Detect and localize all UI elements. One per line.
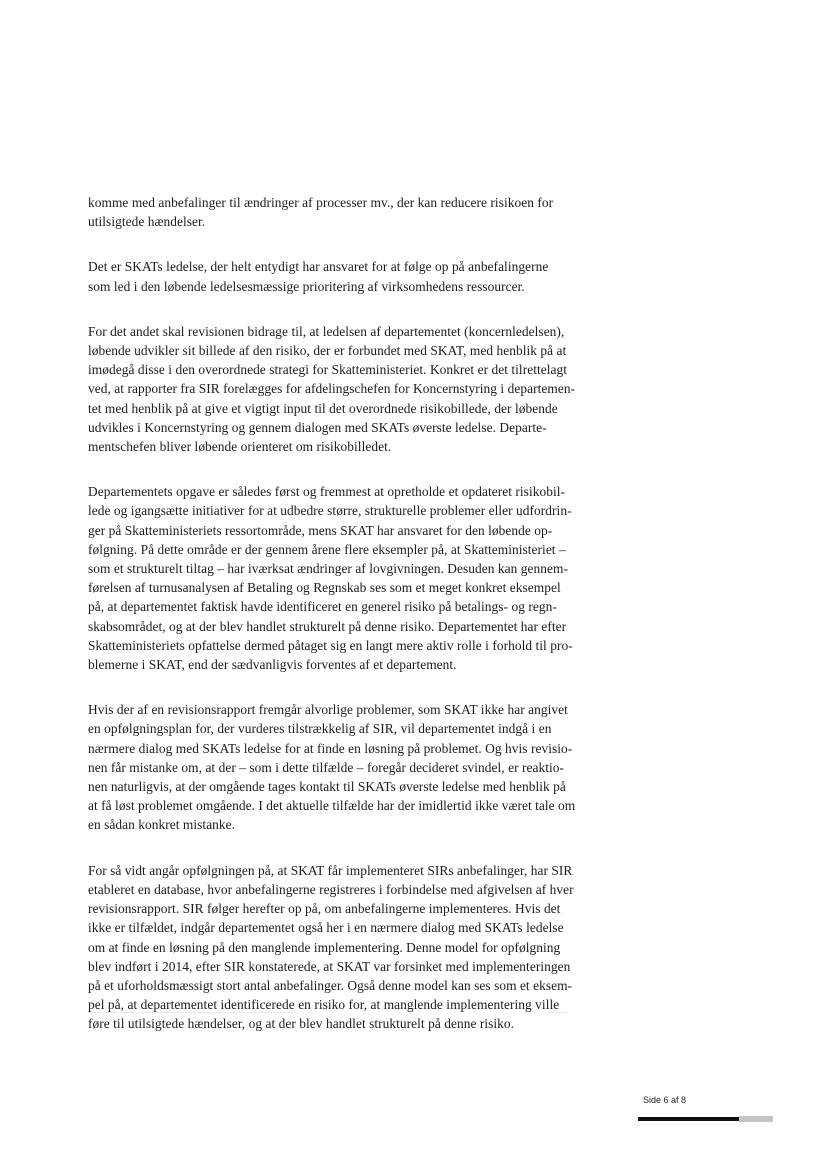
- text-line: ved, at rapporter fra SIR forelægges for afdelingschefen for Koncernstyring i departemen-: [88, 381, 576, 397]
- text-line: skabsområdet, og at der blev handlet strukturelt på denne risiko. Departementet har efter: [88, 618, 567, 634]
- text-line: en sådan konkret mistanke.: [88, 817, 236, 833]
- page-progress-filled: [638, 1117, 739, 1121]
- text-line: en opfølgningsplan for, der vurderes tilstrækkelig af SIR, vil departementet indgå i en: [88, 721, 552, 737]
- text-line: tet med henblik på at give et vigtigt input til det overordnede risikobillede, der løbende: [88, 400, 558, 416]
- text-line: etableret en database, hvor anbefalingerne registreres i forbindelse med afgivelsen af hver: [88, 881, 574, 897]
- text-line: at få løst problemet omgående. I det aktuelle tilfælde har der imidlertid ikke været tale om: [88, 798, 576, 814]
- scan-artifact-line: [548, 1012, 568, 1013]
- text-line: følgning. På dette område er der gennem årene flere eksempler på, at Skatteministeriet –: [88, 541, 566, 557]
- text-line: komme med anbefalinger til ændringer af processer mv., der kan reducere risikoen for: [88, 195, 554, 210]
- text-line: lede og igangsætte initiativer for at udbedre større, strukturelle problemer eller udfordrin-: [88, 503, 572, 519]
- text-line: nen får mistanke om, at der – som i dette tilfælde – foregår decideret svindel, er reaktio-: [88, 759, 565, 775]
- text-line: løbende udvikler sit billede af den risiko, der er forbundet med SKAT, med henblik på at: [88, 343, 567, 359]
- text-line: blev indført i 2014, efter SIR konstaterede, at SKAT var forsinket med implementeringen: [88, 958, 571, 974]
- paragraph: [88, 257, 608, 295]
- text-line: Det er SKATs ledelse, der helt entydigt har ansvaret for at følge op på anbefalingerne: [88, 259, 549, 275]
- text-line: Hvis der af en revisionsrapport fremgår alvorlige problemer, som SKAT ikke har angivet: [88, 702, 568, 718]
- text-line: imødegå disse i den overordnede strategi for Skatteministeriet. Konkret er det tilrettelagt: [88, 362, 568, 378]
- text-line: på et uforholdsmæssigt stort antal anbefalinger. Også denne model kan ses som et eksem-: [88, 977, 573, 993]
- text-line: pel på, at departementet identificerede en risiko for, at manglende implementering ville: [88, 997, 560, 1013]
- paragraph: [88, 861, 608, 1034]
- text-line: utilsigtede hændelser.: [88, 214, 206, 230]
- scan-artifact-line: [88, 1012, 298, 1013]
- text-line: mentschefen bliver løbende orienteret om risikobilledet.: [88, 439, 392, 455]
- document-body: [88, 193, 608, 1060]
- page-progress-bar: [638, 1116, 773, 1122]
- text-line: Departementets opgave er således først og fremmest at opretholde et opdateret risikobil-: [88, 484, 565, 500]
- text-line: ger på Skatteministeriets ressortområde, mens SKAT har ansvaret for den løbende op-: [88, 522, 553, 538]
- text-line: udvikles i Koncernstyring og gennem dialogen med SKATs øverste ledelse. Departe-: [88, 419, 547, 435]
- text-line: nen naturligvis, at der omgående tages kontakt til SKATs øverste ledelse med henblik på: [88, 779, 566, 795]
- text-line: om at finde en løsning på den manglende implementering. Denne model for opfølgning: [88, 939, 561, 955]
- text-line: ikke er tilfældet, indgår departementet også her i en nærmere dialog med SKATs ledelse: [88, 920, 564, 936]
- paragraph: [88, 193, 608, 231]
- text-line: revisionsrapport. SIR følger herefter op på, om anbefalingerne implementeres. Hvis det: [88, 901, 561, 917]
- text-line: Skatteministeriets opfattelse dermed påtaget sig en langt mere aktiv rolle i forhold til pro-: [88, 637, 573, 653]
- text-line: nærmere dialog med SKATs ledelse for at finde en løsning på problemet. Og hvis revisio-: [88, 740, 573, 756]
- paragraph: [88, 322, 608, 456]
- text-line: førelsen af turnusanalysen af Betaling og Regnskab ses som et meget konkret eksempel: [88, 580, 561, 596]
- text-line: blemerne i SKAT, end der sædvanligvis forventes af et departement.: [88, 657, 457, 673]
- page-number-label: Side 6 af 8: [643, 1095, 687, 1105]
- text-line: på, at departementet faktisk havde identificeret en generel risiko på betalings- og regn-: [88, 599, 557, 615]
- text-line: føre til utilsigtede hændelser, og at der blev handlet strukturelt på denne risiko.: [88, 1016, 515, 1032]
- paragraph: [88, 700, 608, 834]
- text-line: For så vidt angår opfølgningen på, at SKAT får implementeret SIRs anbefalinger, har SIR: [88, 862, 573, 878]
- paragraph: [88, 482, 608, 674]
- text-line: For det andet skal revisionen bidrage til, at ledelsen af departementet (koncernledelsen),: [88, 323, 565, 339]
- text-line: som led i den løbende ledelsesmæssige prioritering af virksomhedens ressourcer.: [88, 278, 525, 294]
- page-progress-remaining: [739, 1116, 773, 1122]
- text-line: som et strukturelt tiltag – har iværksat ændringer af lovgivningen. Desuden kan gennem-: [88, 561, 568, 577]
